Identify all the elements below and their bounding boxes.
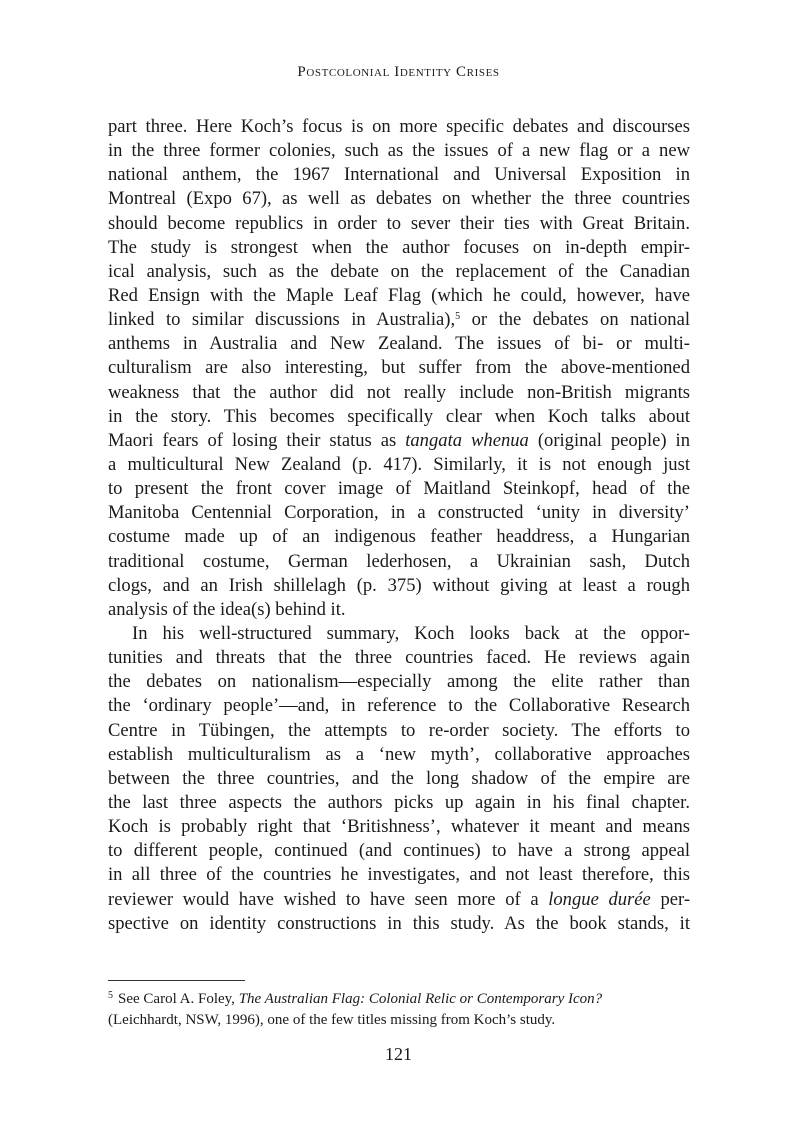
footnote-line	[108, 985, 690, 1010]
text-line: should become republics in order to sever their ties with Great Britain.	[108, 212, 690, 234]
text-line: clogs, and an Irish shillelagh (p. 375) without giving at least a rough	[108, 574, 690, 596]
text-line: culturalism are also interesting, but suffer from the above-mentioned	[108, 357, 690, 379]
text-segment: Maori fears of losing their status as	[108, 429, 406, 451]
text-line: Montreal (Expo 67), as well as debates on whether the three countries	[108, 188, 690, 210]
italic-term: longue durée	[548, 888, 651, 910]
text-line: traditional costume, German lederhosen, a Ukrainian sash, Dutch	[108, 550, 690, 572]
text-line: Koch is probably right that ‘Britishness’, whatever it meant and means	[108, 816, 690, 838]
footnote-text: See Carol A. Foley,	[118, 991, 239, 1007]
text-line: to present the front cover image of Maitland Steinkopf, head of the	[108, 478, 690, 500]
text-segment: reviewer would have wished to have seen more of a	[108, 888, 549, 910]
text-line: spective on identity constructions in this study. As the book stands, it	[108, 912, 690, 934]
text-line: in all three of the countries he investigates, and not least therefore, this	[108, 864, 690, 886]
footnote-title: The Australian Flag: Colonial Relic or Contemporary Icon?	[238, 991, 603, 1007]
text-line: between the three countries, and the long shadow of the empire are	[108, 767, 690, 789]
text-line: Red Ensign with the Maple Leaf Flag (which he could, however, have	[108, 284, 690, 306]
body-text	[108, 115, 690, 936]
text-line: Centre in Tübingen, the attempts to re-order society. The efforts to	[108, 719, 690, 741]
text-line: national anthem, the 1967 International and Universal Exposition in	[108, 164, 690, 186]
text-line: the debates on nationalism—especially among the elite rather than	[108, 671, 690, 693]
text-line: establish multiculturalism as a ‘new myth’, collaborative approaches	[108, 743, 690, 765]
text-line: weakness that the author did not really include non-British migrants	[108, 381, 690, 403]
running-head: Postcolonial Identity Crises	[297, 64, 500, 80]
text-line: the last three aspects the authors picks up again in his final chapter.	[108, 791, 690, 813]
text-line: anthems in Australia and New Zealand. The issues of bi- or multi-	[108, 333, 690, 355]
footnote	[108, 985, 690, 1031]
footnote-line: (Leichhardt, NSW, 1996), one of the few titles missing from Koch’s study.	[108, 1012, 556, 1028]
text-line: part three. Here Koch’s focus is on more specific debates and discourses	[108, 116, 690, 137]
text-segment: per-	[650, 888, 691, 910]
text-line: a multicultural New Zealand (p. 417). Similarly, it is not enough just	[108, 453, 690, 475]
text-line: The study is strongest when the author focuses on in-depth empir-	[108, 236, 690, 258]
text-line: ical analysis, such as the debate on the replacement of the Canadian	[108, 260, 690, 282]
text-line: to different people, continued (and continues) to have a strong appeal	[108, 840, 690, 862]
text-line: the ‘ordinary people’—and, in reference to the Collaborative Research	[108, 695, 690, 717]
text-line: Manitoba Centennial Corporation, in a constructed ‘unity in diversity’	[108, 502, 690, 524]
text-line: tunities and threats that the three countries faced. He reviews again	[108, 647, 690, 669]
footnote-rule	[108, 980, 245, 981]
text-line	[108, 429, 690, 453]
text-line	[108, 308, 690, 332]
text-line: analysis of the idea(s) behind it.	[108, 598, 346, 620]
text-segment: linked to similar discussions in Australia),	[108, 309, 456, 331]
text-line: in the story. This becomes specifically clear when Koch talks about	[108, 405, 690, 427]
text-line: In his well-structured summary, Koch looks back at the oppor-	[132, 622, 690, 644]
footnote-reference: 5	[455, 311, 461, 323]
footnote-number: 5	[108, 990, 113, 1001]
text-line: costume made up of an indigenous feather headdress, a Hungarian	[108, 526, 690, 548]
italic-term: tangata whenua	[405, 429, 529, 451]
text-segment: or the debates on national	[460, 309, 690, 331]
text-line: in the three former colonies, such as the issues of a new flag or a new	[108, 140, 690, 162]
page-number: 121	[385, 1044, 412, 1064]
text-segment: (original people) in	[528, 429, 691, 451]
text-line	[108, 888, 690, 912]
